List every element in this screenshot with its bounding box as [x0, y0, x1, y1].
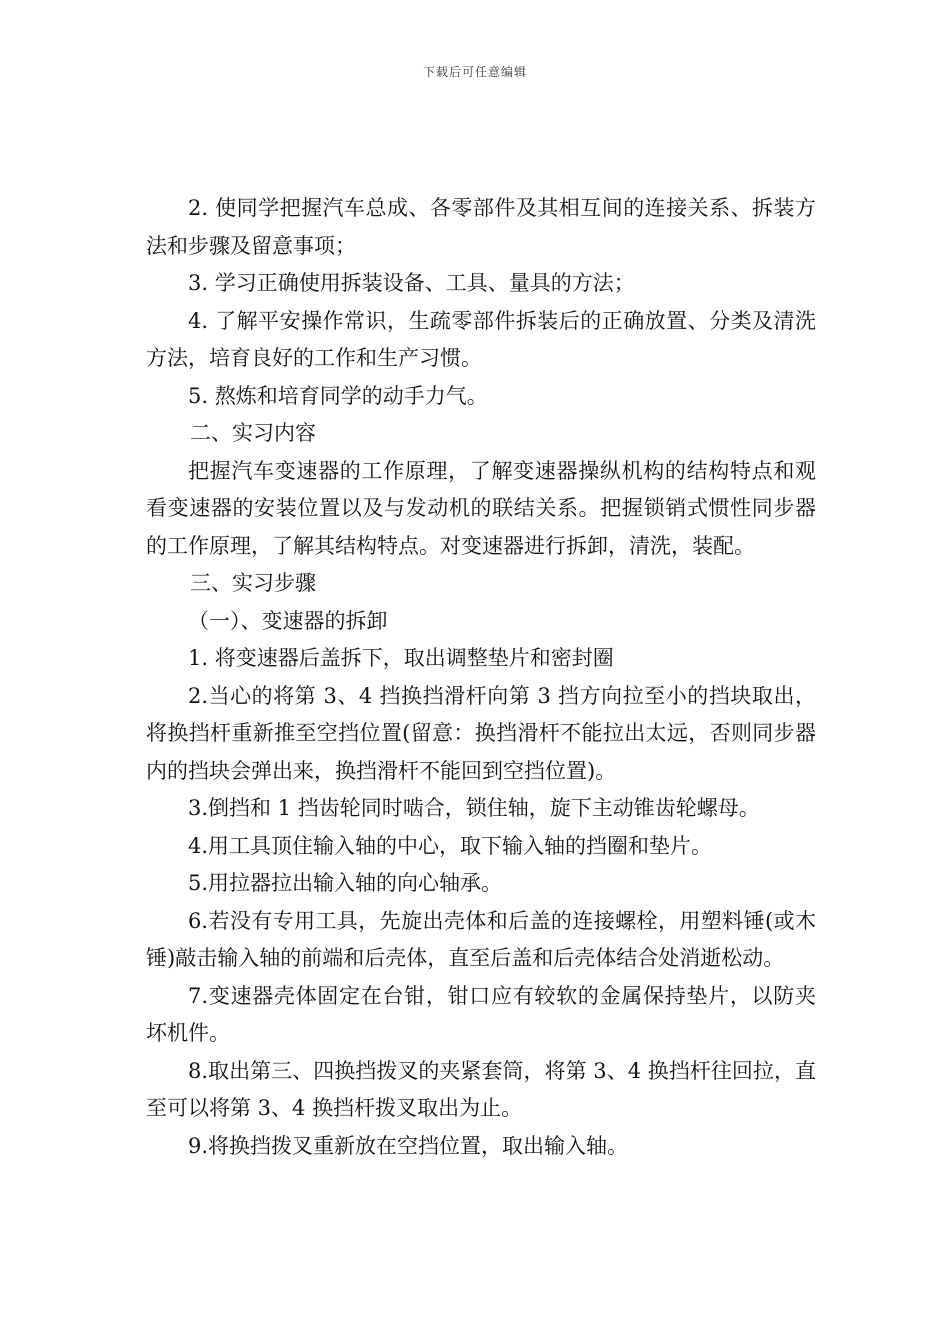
- paragraph-objective-2: 2. 使同学把握汽车总成、各零部件及其相互间的连接关系、拆装方法和步骤及留意事项；: [146, 196, 816, 258]
- paragraph-content: 把握汽车变速器的工作原理，了解变速器操纵机构的结构特点和观看变速器的安装位置以及与发动机的联结关系。把握锁销式惯性同步器的工作原理，了解其结构特点。对变速器进行拆卸，清洗，装配。: [146, 458, 816, 558]
- step-4: 4.用工具顶住输入轴的中心，取下输入轴的挡圈和垫片。: [188, 833, 713, 858]
- step-6: 6.若没有专用工具，先旋出壳体和后盖的连接螺栓，用塑料锤(或木锤)敲击输入轴的前端和后壳体，直至后盖和后壳体结合处消逝松动。: [146, 908, 816, 970]
- step-8: 8.取出第三、四换挡拨叉的夹紧套筒，将第 3、4 换挡杆往回拉，直至可以将第 3、4 换挡杆拨叉取出为止。: [146, 1058, 816, 1120]
- paragraph-objective-4: 4. 了解平安操作常识，生疏零部件拆装后的正确放置、分类及清洗方法，培育良好的工作和生产习惯。: [146, 308, 816, 370]
- step-1: 1. 将变速器后盖拆下，取出调整垫片和密封圈: [188, 646, 614, 670]
- paragraph-objective-3: 3. 学习正确使用拆装设备、工具、量具的方法；: [188, 271, 635, 295]
- section-heading-steps: 三、实习步骤: [190, 571, 316, 595]
- section-heading-content: 二、实习内容: [190, 421, 316, 445]
- subsection-heading-disassembly: （一）、变速器的拆卸: [188, 608, 388, 633]
- step-7: 7.变速器壳体固定在台钳，钳口应有较软的金属保持垫片，以防夹坏机件。: [146, 983, 816, 1045]
- step-5: 5.用拉器拉出输入轴的向心轴承。: [188, 871, 503, 895]
- step-9: 9.将换挡拨叉重新放在空挡位置，取出输入轴。: [188, 1133, 629, 1158]
- step-2: 2.当心的将第 3、4 挡换挡滑杆向第 3 挡方向拉至小的挡块取出，将换挡杆重新推至空挡位置(留意：换挡滑杆不能拉出太远，否则同步器内的挡块会弹出来，换挡滑杆不能回到空挡位置)。: [146, 683, 816, 783]
- step-3: 3.倒挡和 1 挡齿轮同时啮合，锁住轴，旋下主动锥齿轮螺母。: [188, 796, 760, 820]
- page-header-watermark: 下载后可任意编辑: [422, 65, 527, 79]
- document-body: [146, 190, 816, 1165]
- paragraph-objective-5: 5. 熬炼和培育同学的动手力气。: [188, 383, 488, 408]
